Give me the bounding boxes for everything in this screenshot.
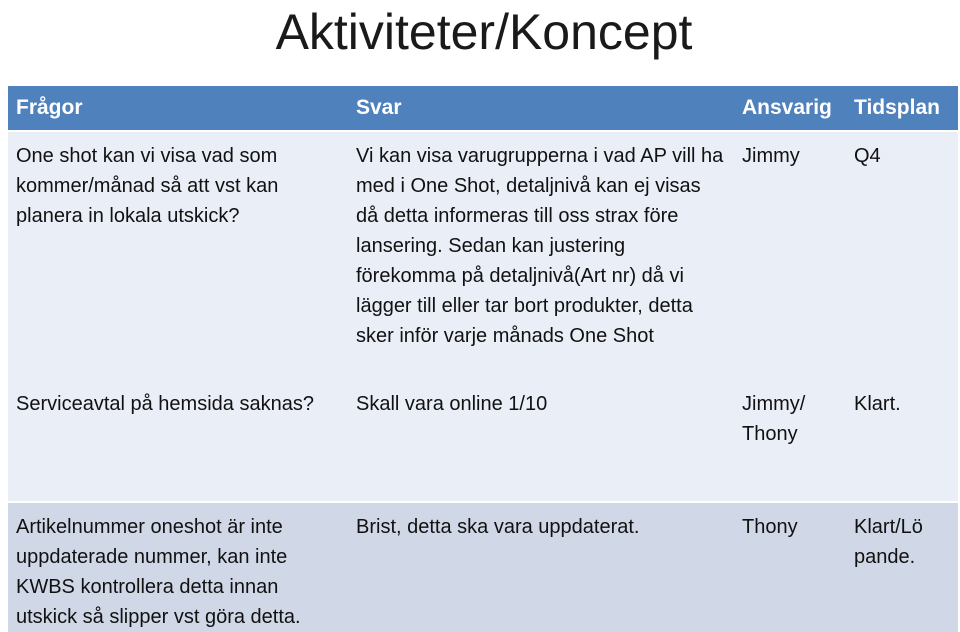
schedule-text: Q4	[854, 145, 881, 167]
header-svar: Svar	[348, 86, 734, 132]
activity-table	[8, 86, 958, 632]
cell-tidsplan: Klart/Lö pande.	[846, 503, 958, 632]
cell-svar	[348, 132, 734, 503]
header-fragor: Frågor	[8, 86, 348, 132]
cell-fragor	[8, 132, 348, 503]
cell-ansvarig	[734, 132, 846, 503]
answer-text: Skall vara online 1/10	[356, 393, 548, 415]
responsible-text: Jimmy/ Thony	[742, 393, 806, 445]
header-tidsplan: Tidsplan	[846, 86, 958, 132]
schedule-text: Klart.	[854, 393, 901, 415]
cell-tidsplan	[846, 132, 958, 503]
question-text: Serviceavtal på hemsida saknas?	[16, 393, 314, 415]
header-ansvarig: Ansvarig	[734, 86, 846, 132]
answer-text: Vi kan visa varugrupperna i vad AP vill ha med i One Shot, detaljnivå kan ej visas då detta informeras till oss strax före lansering. Sedan kan justering förekomma på detaljnivå(Art nr) då vi lägger till eller tar bort produkter, detta sker inför varje månads One Shot	[356, 145, 724, 347]
responsible-text: Jimmy	[742, 145, 800, 167]
table-header-row	[8, 86, 958, 132]
question-text: One shot kan vi visa vad som kommer/månad så att vst kan planera in lokala utskick?	[16, 145, 279, 227]
cell-ansvarig: Thony	[734, 503, 846, 632]
cell-svar: Brist, detta ska vara uppdaterat.	[348, 503, 734, 632]
table-row	[8, 132, 958, 503]
table-row	[8, 503, 958, 632]
slide-title: Aktiviteter/Koncept	[275, 4, 693, 60]
cell-fragor: Artikelnummer oneshot är inte uppdaterade nummer, kan inte KWBS kontrollera detta innan utskick så slipper vst göra detta.	[8, 503, 348, 632]
